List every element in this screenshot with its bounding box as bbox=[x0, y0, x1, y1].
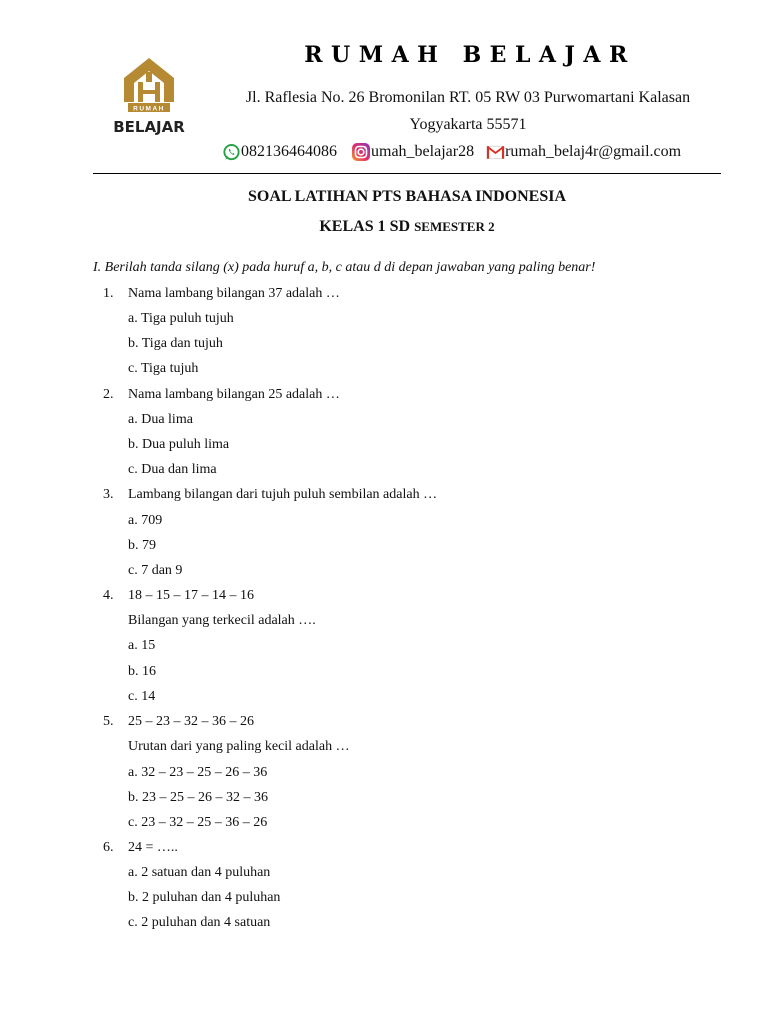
answer-option: b. Tiga dan tujuh bbox=[128, 336, 223, 351]
logo-small-text: RUMAH bbox=[133, 105, 165, 113]
question-number: 5. bbox=[103, 714, 114, 729]
question-text: Nama lambang bilangan 37 adalah … bbox=[128, 286, 340, 301]
answer-option: a. 15 bbox=[128, 638, 156, 653]
answer-option: c. 7 dan 9 bbox=[128, 563, 183, 578]
instagram-handle: umah_belajar28 bbox=[371, 143, 475, 160]
answer-option: b. 79 bbox=[128, 538, 156, 553]
instagram-contact bbox=[351, 142, 474, 162]
instruction-text: I. Berilah tanda silang (x) pada huruf a, b, c atau d di depan jawaban yang paling benar! bbox=[93, 260, 596, 275]
logo-main-text: BELAJAR bbox=[113, 118, 185, 136]
question-text: 24 = ….. bbox=[128, 840, 178, 855]
whatsapp-icon bbox=[222, 143, 241, 162]
phone-number: 082136464086 bbox=[241, 143, 337, 160]
phone-contact bbox=[222, 143, 337, 162]
answer-option: b. Dua puluh lima bbox=[128, 437, 230, 452]
answer-option: a. Tiga puluh tujuh bbox=[128, 311, 234, 326]
address-line-2: Yogyakarta 55571 bbox=[409, 116, 527, 133]
email-address: rumah_belaj4r@gmail.com bbox=[505, 143, 682, 160]
document-title: SOAL LATIHAN PTS BAHASA INDONESIA bbox=[247, 188, 566, 205]
question-text: 25 – 23 – 32 – 36 – 26 bbox=[128, 714, 254, 729]
gmail-icon bbox=[486, 145, 505, 160]
answer-option: c. 23 – 32 – 25 – 36 – 26 bbox=[128, 815, 268, 830]
house-icon bbox=[124, 58, 174, 102]
instagram-icon bbox=[351, 142, 371, 162]
answer-option: c. Dua dan lima bbox=[128, 462, 217, 477]
class-label: KELAS 1 SD bbox=[319, 218, 411, 235]
header-divider bbox=[93, 173, 721, 174]
question-number: 1. bbox=[103, 286, 114, 301]
answer-option: a. 2 satuan dan 4 puluhan bbox=[128, 865, 271, 880]
rumah-belajar-logo bbox=[104, 52, 194, 140]
question-number: 2. bbox=[103, 387, 114, 402]
answer-option: c. 14 bbox=[128, 689, 156, 704]
answer-option: a. 709 bbox=[128, 513, 163, 528]
answer-option: b. 16 bbox=[128, 664, 156, 679]
contact-row bbox=[222, 142, 681, 162]
answer-option: a. 32 – 23 – 25 – 26 – 36 bbox=[128, 765, 268, 780]
question-subtext: Bilangan yang terkecil adalah …. bbox=[128, 613, 316, 628]
address-line-1: Jl. Raflesia No. 26 Bromonilan RT. 05 RW 03 Purwomartani Kalasan bbox=[245, 89, 691, 106]
question-number: 3. bbox=[103, 487, 114, 502]
question-text: Lambang bilangan dari tujuh puluh sembilan adalah … bbox=[128, 487, 438, 502]
answer-option: a. Dua lima bbox=[128, 412, 193, 427]
question-text: Nama lambang bilangan 25 adalah … bbox=[128, 387, 340, 402]
question-subtext: Urutan dari yang paling kecil adalah … bbox=[128, 739, 350, 754]
email-contact bbox=[486, 143, 681, 161]
semester-label: SEMESTER 2 bbox=[414, 219, 495, 234]
answer-option: b. 23 – 25 – 26 – 32 – 36 bbox=[128, 790, 268, 805]
question-text: 18 – 15 – 17 – 14 – 16 bbox=[128, 588, 254, 603]
question-number: 4. bbox=[103, 588, 114, 603]
answer-option: b. 2 puluhan dan 4 puluhan bbox=[128, 890, 281, 905]
org-name: RUMAH BELAJAR bbox=[304, 42, 636, 68]
answer-option: c. Tiga tujuh bbox=[128, 361, 199, 376]
document-subtitle bbox=[0, 218, 768, 236]
answer-option: c. 2 puluhan dan 4 satuan bbox=[128, 915, 271, 930]
question-number: 6. bbox=[103, 840, 114, 855]
